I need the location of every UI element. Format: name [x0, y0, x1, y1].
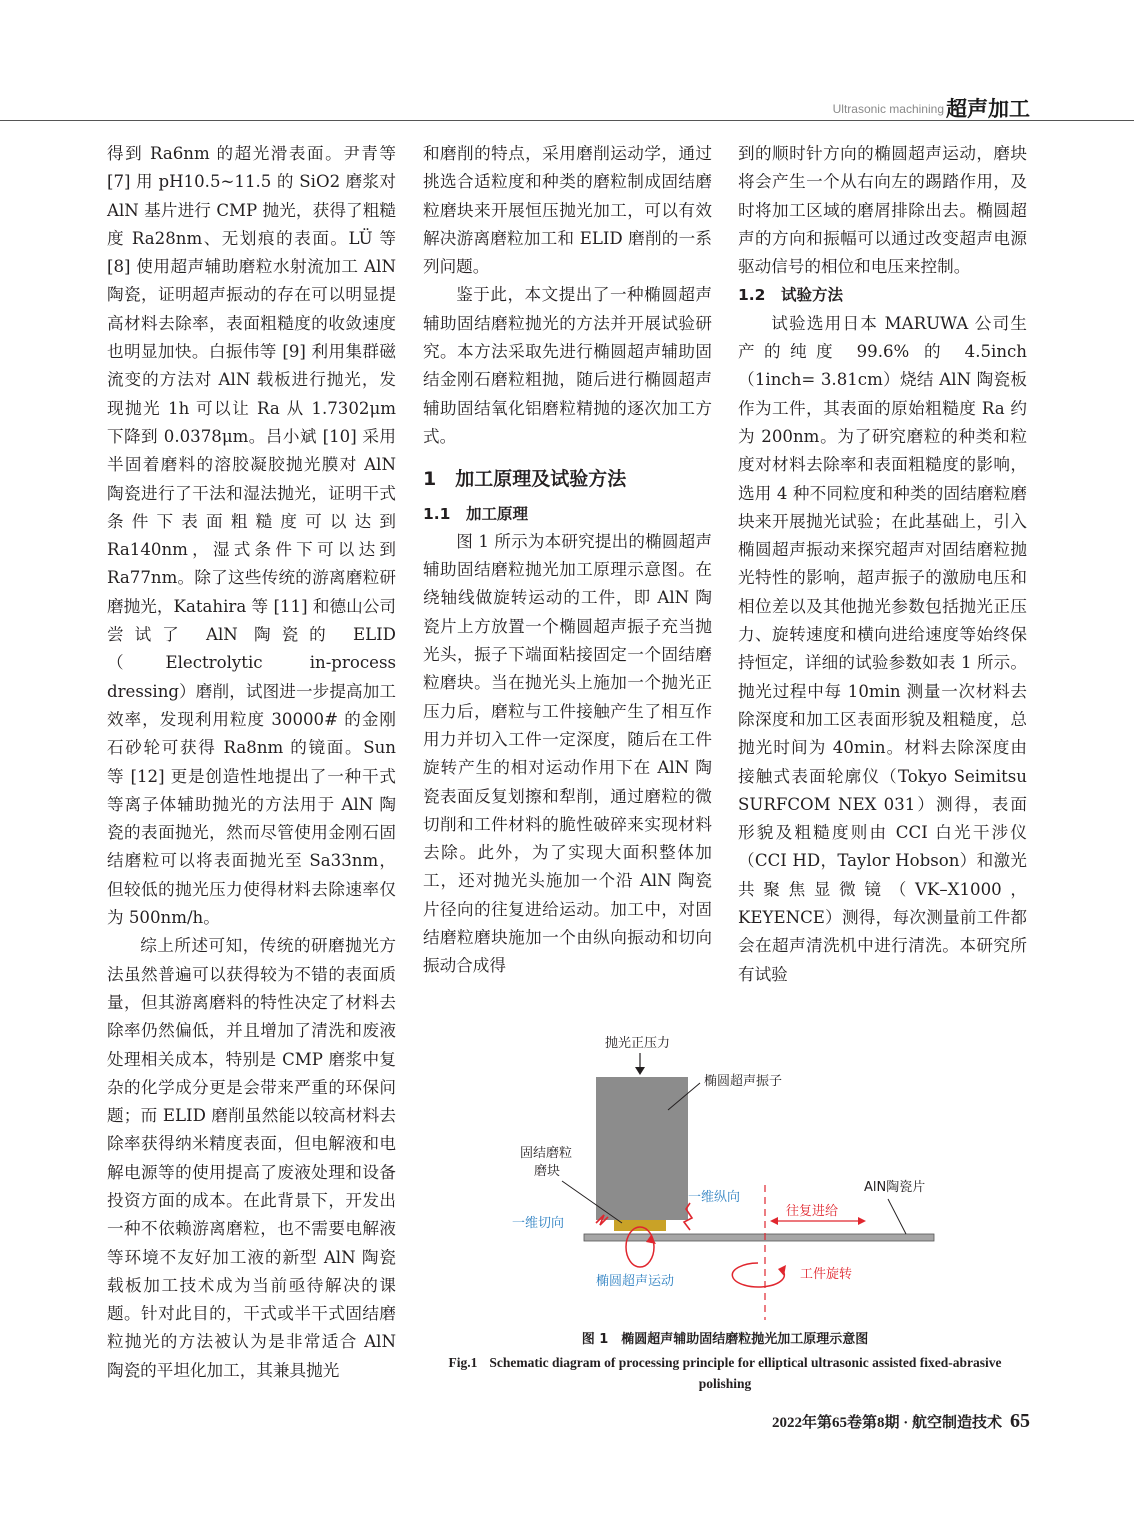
- subsection-heading: [738, 281, 1027, 309]
- pressure-label: 抛光正压力: [605, 1036, 671, 1051]
- paragraph: 图 1 所示为本研究提出的椭圆超声辅助固结磨粒抛光加工原理示意图。在绕轴线做旋转运动的工件，即 AlN 陶瓷片上方放置一个椭圆超声振子充当抛光头，振子下端面粘接固定一个固结磨粒磨块。当在抛光头上施加一个抛光正压力后，磨粒与工件接触产生了相互作用力并切入工件一定深度，随后在工件旋转产生的相对运动作用下在 AlN 陶瓷表面反复划擦和犁削，通过磨粒的微切削和工件材料的脆性破碎来实现材料去除。此外，为了实现大面积整体加工，还对抛光头施加一个沿 AlN 陶瓷片径向的往复进给运动。加工中，对固结磨粒磨块施加一个由纵向振动和切向振动合成得: [423, 531, 712, 976]
- aln-workpiece: [584, 1234, 934, 1241]
- ultrasonic-transducer: [596, 1077, 688, 1220]
- paragraph: 到的顺时针方向的椭圆超声运动，磨块将会产生一个从右向左的踢踏作用，及时将加工区域的磨屑排除出去。椭圆超声的方向和振幅可以通过改变超声电源驱动信号的相位和电压来控制。: [738, 144, 1027, 277]
- subsection-number: 1.2: [738, 286, 766, 305]
- abrasive-label-line-1: 固结磨粒: [520, 1146, 573, 1161]
- elliptical-motion-label: 椭圆超声运动: [596, 1274, 675, 1289]
- paragraph: 综上所述可知，传统的研磨抛光方法虽然普遍可以获得较为不错的表面质量，但其游离磨料的特性决定了材料去除率仍然偏低，并且增加了清洗和废液处理相关成本，特别是 CMP 磨浆中复杂的化学成分更是会带来严重的环保问题；而 ELID 磨削虽然能以较高材料去除率获得纳米精度表面，但电解液和电解电源等的使用提高了废液处理和设备投资方面的成本。在此背景下，开发出一种不依赖游离磨粒，也不需要电解液等环境不友好加工液的新型 AlN 陶瓷载板加工技术成为当前亟待解决的课题。针对此目的，干式或半干式固结磨粒抛光的方法被认为是非常适合 AlN 陶瓷的平坦化加工，其兼具抛光: [107, 936, 396, 1380]
- pressure-arrowhead-icon: [635, 1067, 645, 1075]
- paragraph: 得到 Ra6nm 的超光滑表面。尹青等 [7] 用 pH10.5~11.5 的 SiO2 磨浆对 AlN 基片进行 CMP 抛光，获得了粗糙度 Ra28nm、无划痕的表面。LÜ 等 [8] 使用超声辅助磨粒水射流加工 AlN 陶瓷，证明超声振动的存在可以明显提高材料去除率，表面粗糙度的收敛速度也明显加快。白振伟等 [9] 利用集群磁流变的方法对 AlN 载板进行抛光，发现抛光 1h 可以让 Ra 从 1.7302μm 下降到 0.0378μm。吕小斌 [10] 采用半固着磨料的溶胶凝胶抛光膜对 AlN 陶瓷进行了干法和湿法抛光，证明干式条件下表面粗糙度可以达到 Ra140nm，湿式条件下可以达到 Ra77nm。除了这些传统的游离磨粒研磨抛光，Katahira 等 [11] 和德山公司尝试了 AlN 陶瓷的 ELID（Electrolytic in-process dressing）磨削，试图进一步提高加工效率，发现利用粒度 30000# 的金刚石砂轮可获得 Ra8nm 的镜面。Sun 等 [12] 更是创造性地提出了一种干式等离子体辅助抛光的方法用于 AlN 陶瓷的表面抛光，然而尽管使用金刚石固结磨粒可以将表面抛光至 Sa33nm，但较低的抛光压力使得材料去除速率仅为 500nm/h。: [107, 144, 396, 928]
- fixed-abrasive-block: [614, 1220, 666, 1231]
- longitudinal-label: 一维纵向: [688, 1190, 741, 1205]
- feed-arrowhead-left-icon: [770, 1217, 778, 1225]
- header-divider: [0, 120, 1134, 121]
- figure-caption-zh: 图 1 椭圆超声辅助固结磨粒抛光加工原理示意图: [581, 1332, 869, 1347]
- text-column-1: [107, 140, 396, 1385]
- journal-issue: 2022年第65卷第8期 · 航空制造技术: [771, 1415, 1002, 1431]
- section-heading: [423, 465, 712, 493]
- subsection-title: 加工原理: [465, 504, 528, 523]
- figure-caption-en: [423, 1352, 1027, 1394]
- page-footer: [772, 1410, 1030, 1433]
- tangential-label: 一维切向: [512, 1216, 565, 1231]
- elliptical-motion-path: [626, 1227, 654, 1267]
- paragraph: 试验选用日本 MARUWA 公司生产的纯度 99.6% 的 4.5inch（1inch= 3.81cm）烧结 AlN 陶瓷板作为工件，其表面的原始粗糙度 Ra 约为 200nm。为了研究磨粒的种类和粒度对材料去除率和表面粗糙度的影响，选用 4 种不同粒度和种类的固结磨粒磨块来开展抛光试验；在此基础上，引入椭圆超声振动来探究超声对固结磨粒抛光特性的影响，超声振子的激励电压和相位差以及其他抛光参数包括抛光正压力、旋转速度和横向进给速度等始终保持恒定，详细的试验参数如表 1 所示。抛光过程中每 10min 测量一次材料去除深度和加工区表面形貌及粗糙度，总抛光时间为 40min。材料去除深度由接触式表面轮廓仪（Tokyo Seimitsu SURFCOM NEX 031）测得，表面形貌及粗糙度则由 CCI 白光干涉仪（CCI HD，Taylor Hobson）和激光共聚焦显微镜（VK–X1000，KEYENCE）测得，每次测量前工件都会在超声清洗机中进行清洗。本研究所有试验: [738, 313, 1027, 984]
- feed-arrowhead-right-icon: [858, 1217, 866, 1225]
- transducer-label: 椭圆超声振子: [704, 1074, 783, 1089]
- text-column-2: [423, 140, 712, 981]
- feed-label: 往复进给: [786, 1204, 839, 1219]
- section-number: 1: [423, 468, 437, 491]
- figure-caption-en-text: Schematic diagram of processing principle for elliptical ultrasonic assisted fixed-abrasive polishing: [489, 1355, 1002, 1391]
- subsection-heading: [423, 500, 712, 528]
- subsection-number: 1.1: [423, 504, 451, 523]
- page-number: 65: [1010, 1410, 1030, 1432]
- rotation-label: 工件旋转: [800, 1267, 853, 1282]
- workpiece-label: AlN陶瓷片: [864, 1180, 926, 1195]
- paragraph: 和磨削的特点，采用磨削运动学，通过挑选合适粒度和种类的磨粒制成固结磨粒磨块来开展恒压抛光加工，可以有效解决游离磨粒加工和 ELID 磨削的一系列问题。: [423, 144, 712, 277]
- subsection-title: 试验方法: [780, 286, 843, 305]
- text-column-3: [738, 140, 1027, 989]
- abrasive-label-line-2: 磨块: [534, 1164, 561, 1179]
- paragraph: 鉴于此，本文提出了一种椭圆超声辅助固结磨粒抛光的方法并开展试验研究。本方法采取先进行椭圆超声辅助固结金刚石磨粒粗抛，随后进行椭圆超声辅助固结氧化铝磨粒精抛的逐次加工方式。: [423, 285, 712, 446]
- workpiece-leader: [888, 1199, 906, 1234]
- section-title: 加工原理及试验方法: [455, 468, 627, 491]
- rotation-path: [732, 1263, 784, 1287]
- journal-section-zh: 超声加工: [946, 97, 1030, 121]
- figure-caption-en-label: Fig.1: [448, 1355, 478, 1370]
- journal-section-en: Ultrasonic machining: [832, 102, 944, 116]
- figure-1-schematic: [500, 1025, 960, 1325]
